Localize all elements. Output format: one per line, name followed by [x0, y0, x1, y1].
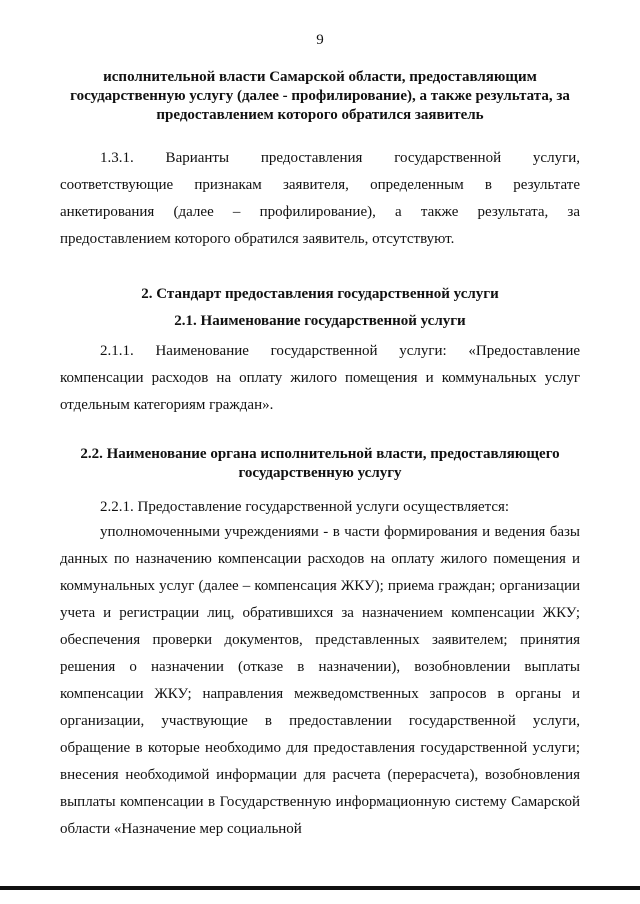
section-2-1-heading: 2.1. Наименование государственной услуги	[174, 313, 466, 329]
paragraph-1-3-1: 1.3.1. Варианты предоставления государственной услуги, соответствующие признакам заявителя, определенным в результате анкетирования (далее – профилирование), а также результата, за предоставлением которого обратился заявитель, отсутствуют.	[60, 150, 580, 247]
section-2-2-heading: 2.2. Наименование органа исполнительной власти, предоставляющего государственную услугу	[80, 446, 560, 481]
page-number: 9	[316, 32, 324, 48]
paragraph-authorized-institutions: уполномоченными учреждениями - в части формирования и ведения базы данных по назначению компенсации расходов на оплату жилого помещения и коммунальных услуг (далее – компенсация ЖКУ); приема граждан; организации учета и регистрации лиц, обратившихся за назначением компенсации ЖКУ; обеспечения проверки документов, представленных заявителем; принятия решения о назначении (отказе в назначении), возобновлении выплаты компенсации ЖКУ; направления межведомственных запросов в органы и организации, участвующие в предоставлении государственной услуги, обращение в которые необходимо для предоставления государственной услуги; внесения необходимой информации для расчета (перерасчета), возобновления выплаты компенсации в Государственную информационную систему Самарской области «Назначение мер социальной	[60, 524, 580, 837]
paragraph-2-1-1: 2.1.1. Наименование государственной услуги: «Предоставление компенсации расходов на оплату жилого помещения и коммунальных услуг отдельным категориям граждан».	[60, 343, 580, 413]
paragraph-2-2-1: 2.2.1. Предоставление государственной услуги осуществляется:	[100, 499, 510, 515]
section-2-heading: 2. Стандарт предоставления государственной услуги	[141, 286, 499, 302]
bottom-rule	[0, 886, 640, 890]
intro-heading: исполнительной власти Самарской области, предоставляющим государственную услугу (далее - профилирование), а также результата, за предоставлением которого обратился заявитель	[70, 69, 570, 123]
